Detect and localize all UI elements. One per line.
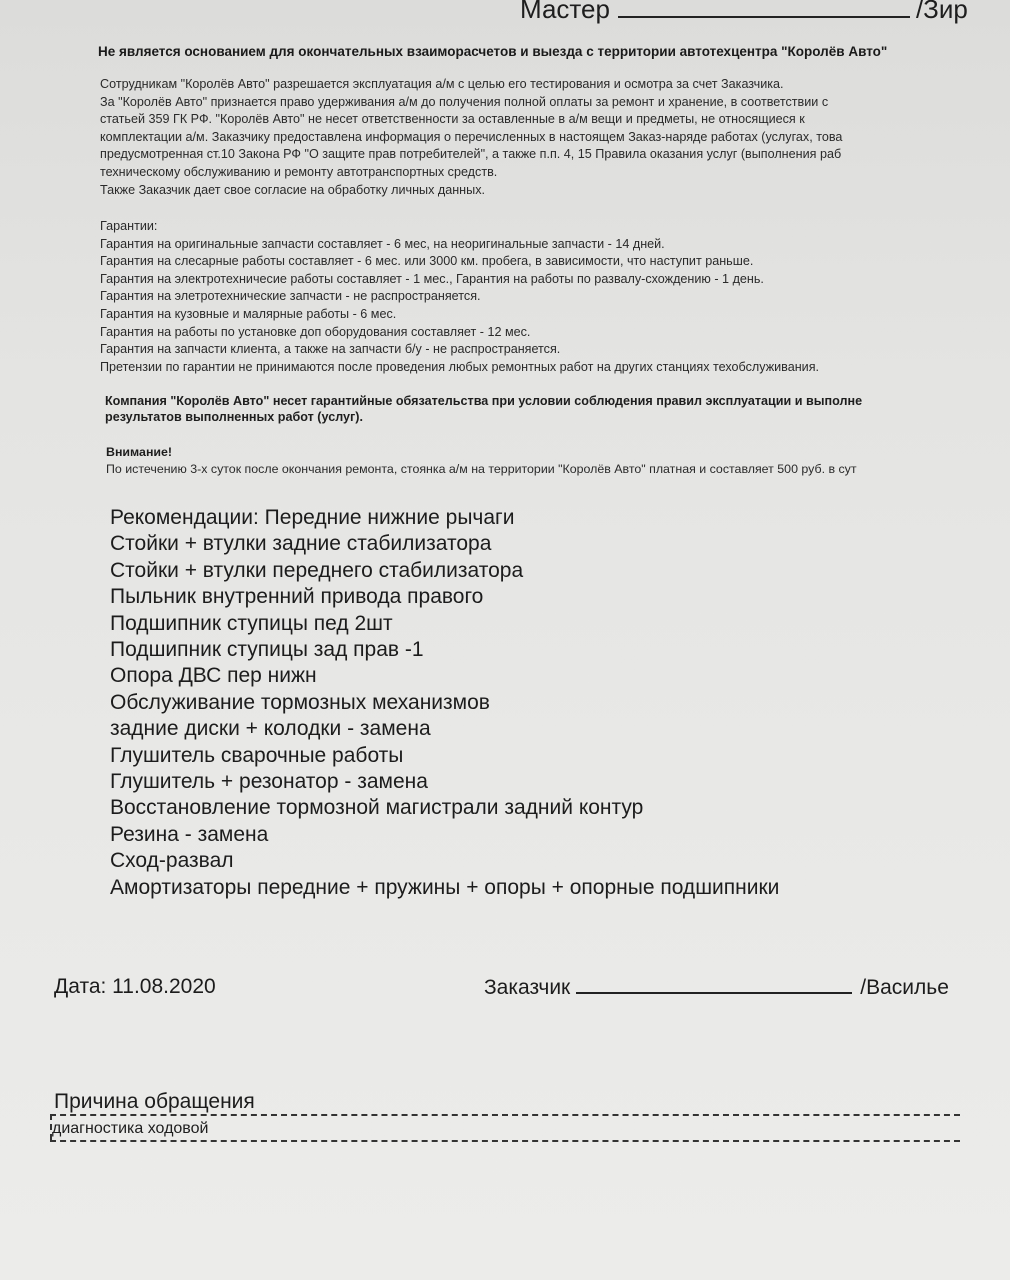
terms-line: Сотрудникам "Королёв Авто" разрешается эксплуатация а/м с целью его тестирования и осмотра за счет Заказчика. [100,77,784,91]
terms-block [100,76,842,199]
visit-reason-value: диагностика ходовой [52,1120,209,1137]
warranty-heading: Гарантии: [100,219,158,233]
warranty-line: Гарантия на электротехничесие работы составляет - 1 мес., Гарантия на работы по развалу-схождению - 1 день. [100,271,764,286]
recommendation-item: Глушитель + резонатор - замена [110,770,428,794]
recommendation-item: Пыльник внутренний привода правого [110,585,484,609]
recommendations-list [110,505,779,901]
recommendation-item: Резина - замена [110,822,269,846]
warranty-line: Гарантия на оригинальные запчасти составляет - 6 мес, на неоригинальные запчасти - 14 дней. [100,236,665,251]
recommendation-item: задние диски + колодки - замена [110,717,431,741]
warranty-line: Гарантия на элетротехнические запчасти - не распространяется. [100,289,481,304]
master-label: Мастер [520,0,610,24]
warranty-line: Гарантия на запчасти клиента, а также на запчасти б/у - не распространяется. [100,342,561,357]
warranty-line: Гарантия на работы по установке доп оборудования составляет - 12 мес. [100,324,531,339]
warranty-line: Гарантия на кузовные и малярные работы - 6 мес. [100,306,397,321]
order-date: Дата: 11.08.2020 [54,975,216,998]
recommendation-item: Амортизаторы передние + пружины + опоры + опорные подшипники [110,875,780,899]
recommendation-item: Восстановление тормозной магистрали задний контур [110,796,644,820]
master-signature-row [520,0,968,25]
terms-line: Также Заказчик дает свое согласие на обработку личных данных. [100,182,485,197]
recommendation-item: Сход-развал [110,849,234,873]
warranty-line: Претензии по гарантии не принимаются после проведения любых ремонтных работ на других станциях техобслуживания. [100,359,820,374]
recommendation-item: Обслуживание тормозных механизмов [110,690,490,714]
recommendation-item: Подшипник ступицы зад прав -1 [110,638,424,662]
recommendation-item: Стойки + втулки задние стабилизатора [110,532,492,556]
terms-line: За "Королёв Авто" признается право удерживания а/м до получения полной оплаты за ремонт и хранение, в соответствии с [100,94,829,109]
recommendation-item: Опора ДВС пер нижн [110,664,317,688]
master-name: /Зир [915,0,968,24]
attention-title: Внимание! [106,445,173,459]
attention-block [106,444,857,478]
customer-label: Заказчик [484,976,571,999]
visit-reason-field [50,1090,1010,1142]
visit-reason-border-bottom [50,1140,960,1142]
visit-reason-label: Причина обращения [54,1090,255,1113]
warranty-block [100,218,819,376]
terms-line: комплектации а/м. Заказчику предоставлена информация о перечисленных в настоящем Заказ-наряде работах (услугах, това [100,129,843,144]
customer-signature-row [484,976,949,1000]
company-line: Компания "Королёв Авто" несет гарантийные обязательства при условии соблюдения правил эксплуатации и выполне [105,394,863,408]
visit-reason-border-top [50,1114,960,1116]
company-obligations [105,393,862,425]
settlement-notice: Не является основанием для окончательных взаиморасчетов и выезда с территории автотехцентра "Королёв Авто" [98,44,888,59]
recommendation-item: Стойки + втулки переднего стабилизатора [110,558,524,582]
terms-line: предусмотренная ст.10 Закона РФ "О защите прав потребителей", а также п.п. 4, 15 Правила оказания услуг (выполнения раб [100,147,842,162]
recommendation-item: Рекомендации: Передние нижние рычаги [110,506,515,529]
warranty-line: Гарантия на слесарные работы составляет - 6 мес. или 3000 км. пробега, в зависимости, что наступит раньше. [100,254,754,269]
customer-name: /Василье [860,976,949,999]
master-signature-line [618,0,910,18]
customer-signature-line [576,976,852,994]
terms-line: техническому обслуживанию и ремонту автотранспортных средств. [100,164,498,179]
company-line: результатов выполненных работ (услуг). [105,410,363,424]
recommendation-item: Глушитель сварочные работы [110,743,404,767]
recommendation-item: Подшипник ступицы пед 2шт [110,611,393,635]
terms-line: статьей 359 ГК РФ. "Королёв Авто" не несет ответственности за оставленные в а/м вещи и предметы, не относящиеся к [100,112,805,127]
attention-text: По истечению 3-х суток после окончания ремонта, стоянка а/м на территории "Королёв Авто" платная и составляет 500 руб. в сут [106,462,857,476]
